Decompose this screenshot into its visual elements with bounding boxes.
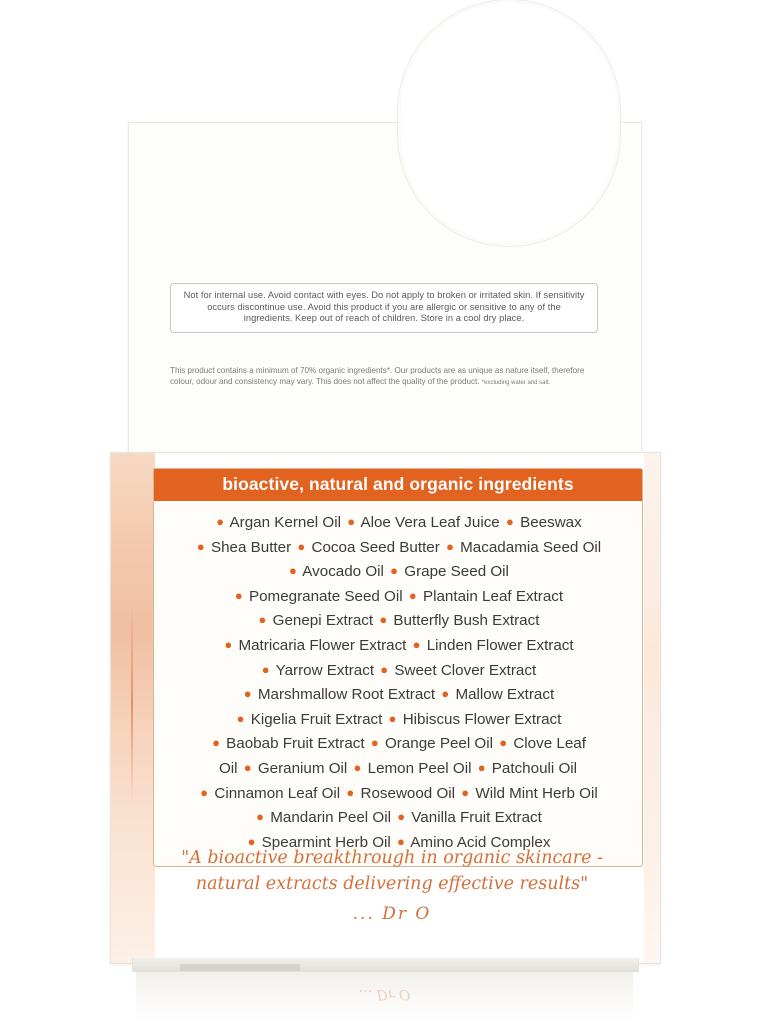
ingredient-item: Patchouli Oil <box>491 759 578 777</box>
ingredient-item: Argan Kernel Oil <box>229 514 341 531</box>
ingredient-line: ● Baobab Fruit Extract ● Orange Peel Oil ● Clove Leaf <box>212 735 586 753</box>
ingredient-line: Oil ● Geranium Oil ● Lemon Peel Oil ● Patchouli Oil <box>218 759 578 777</box>
quote-line-1: "A bioactive breakthrough in organic skincare - <box>181 848 603 868</box>
ingredient-item: Aloe Vera Leaf Juice <box>360 514 500 531</box>
ingredient-item: Matricaria Flower Extract <box>238 636 407 654</box>
ingredient-line: ● Marshmallow Root Extract ● Mallow Extract <box>243 686 555 704</box>
ingredient-item: Pomegranate Seed Oil <box>248 587 403 605</box>
ingredient-item: Baobab Fruit Extract <box>226 735 365 753</box>
ingredients-panel <box>153 468 643 867</box>
package-front-panel <box>110 452 661 964</box>
ingredient-item: Geranium Oil <box>257 759 348 777</box>
ingredient-item: Sweet Clover Extract <box>394 661 537 679</box>
disclaimer-block <box>170 366 602 388</box>
ingredient-item: Clove Leaf <box>513 735 586 753</box>
product-quote <box>157 845 627 927</box>
ingredient-line: ● Argan Kernel Oil ● Aloe Vera Leaf Juice ● Beeswax <box>216 514 582 531</box>
ingredient-item: Mandarin Peel Oil <box>270 809 391 827</box>
quote-signature: ... Dr O <box>352 904 432 924</box>
ingredient-item: Genepi Extract <box>272 612 374 630</box>
ingredient-line: ● Genepi Extract ● Butterfly Bush Extract <box>258 612 540 630</box>
ingredient-line: ● Mandarin Peel Oil ● Vanilla Fruit Extract <box>256 809 542 827</box>
ingredient-line: ● Yarrow Extract ● Sweet Clover Extract <box>261 661 537 679</box>
ingredient-item: Beeswax <box>520 514 582 531</box>
right-edge-artwork <box>644 453 660 963</box>
ingredient-item: Orange Peel Oil <box>384 735 493 753</box>
quote-line-2: natural extracts delivering effective results" <box>195 874 589 894</box>
ingredient-line: ● Kigelia Fruit Extract ● Hibiscus Flower Extract <box>236 710 562 728</box>
reflection-signature: ... Dr O <box>358 986 411 1002</box>
left-edge-artwork <box>111 453 155 963</box>
ingredient-item: Amino Acid Complex <box>410 833 551 851</box>
ingredient-line: ● Matricaria Flower Extract ● Linden Flower Extract <box>224 636 574 654</box>
ingredient-item: Lemon Peel Oil <box>367 759 472 777</box>
ingredient-item: Avocado Oil <box>302 563 384 581</box>
ingredients-header: bioactive, natural and organic ingredients <box>154 469 642 501</box>
warning-box <box>170 283 598 333</box>
warning-text: Not for internal use. Avoid contact with eyes. Do not apply to broken or irritated skin. If sensitivity occurs discontinue use. Avoid this product if you are allergic or sensitive to any of the ingredients. Keep out of reach of children. Store in a cool dry place. <box>183 290 585 324</box>
ingredient-item: Linden Flower Extract <box>426 636 574 654</box>
surface-reflection <box>136 972 633 1022</box>
ingredient-item: Cinnamon Leaf Oil <box>214 784 341 802</box>
ingredient-item: Spearmint Herb Oil <box>261 833 391 851</box>
ingredient-item: Shea Butter <box>210 538 292 556</box>
disclaimer-footnote: *excluding water and salt. <box>481 379 551 386</box>
package-bottom-tab <box>180 964 300 971</box>
ingredient-line: ● Shea Butter ● Cocoa Seed Butter ● Macadamia Seed Oil <box>196 538 602 556</box>
ingredient-item: Oil <box>218 759 238 777</box>
ingredient-line: ● Avocado Oil ● Grape Seed Oil <box>289 563 509 581</box>
ingredient-item: Grape Seed Oil <box>404 563 509 581</box>
ingredient-item: Plantain Leaf Extract <box>422 587 564 605</box>
ingredient-line: ● Spearmint Herb Oil ● Amino Acid Complex <box>247 833 551 851</box>
ingredient-item: Rosewood Oil <box>360 784 456 802</box>
ingredient-line: ● Cinnamon Leaf Oil ● Rosewood Oil ● Wild Mint Herb Oil <box>200 784 598 802</box>
ingredient-item: Butterfly Bush Extract <box>393 612 540 630</box>
ingredient-item: Marshmallow Root Extract <box>257 686 436 704</box>
ingredient-item: Yarrow Extract <box>275 661 375 679</box>
hang-hole-inner <box>401 3 617 243</box>
ingredient-item: Kigelia Fruit Extract <box>250 710 383 728</box>
disclaimer-text: This product contains a minimum of 70% organic ingredients*. Our products are as unique as nature itself, therefore colour, odour and consistency may vary. This does not affect the quality of the product. <box>170 366 585 386</box>
ingredient-item: Hibiscus Flower Extract <box>402 710 562 728</box>
ingredient-item: Vanilla Fruit Extract <box>411 809 542 827</box>
ingredients-list <box>154 501 642 866</box>
ingredient-item: Mallow Extract <box>455 686 555 704</box>
ingredient-item: Cocoa Seed Butter <box>311 538 440 556</box>
ingredient-item: Macadamia Seed Oil <box>460 538 602 556</box>
ingredient-item: Wild Mint Herb Oil <box>475 784 598 802</box>
ingredient-line: ● Pomegranate Seed Oil ● Plantain Leaf Extract <box>234 587 564 605</box>
